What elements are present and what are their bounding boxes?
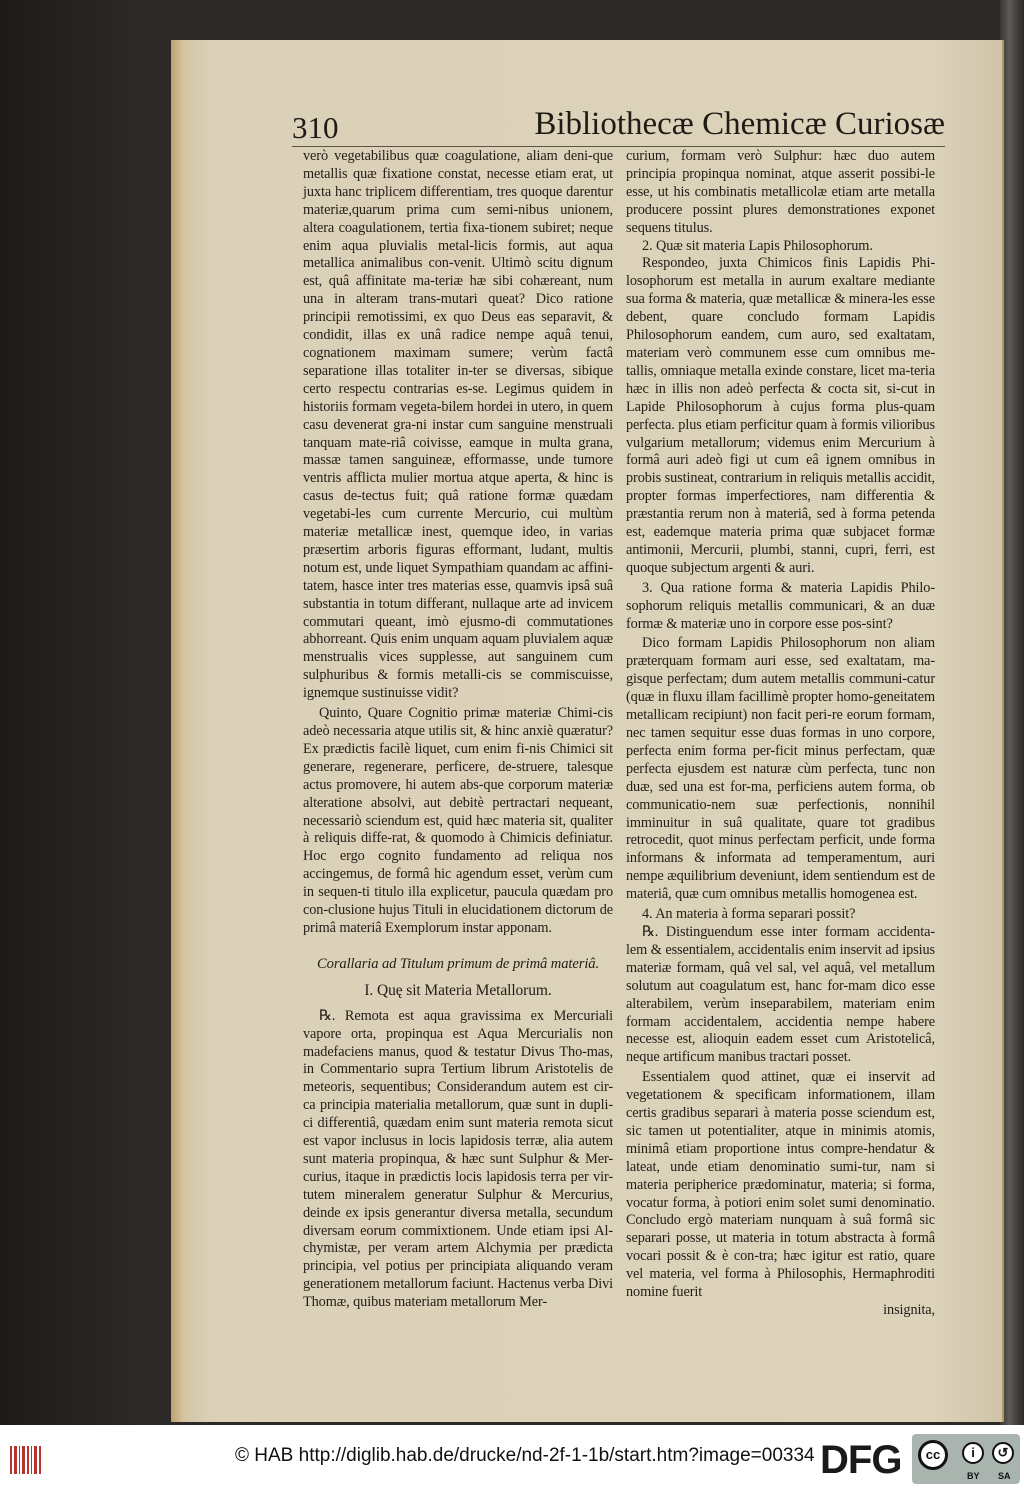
catchword: insignita, [883,1302,935,1318]
copyright-credit[interactable]: © HAB http://diglib.hab.de/drucke/nd-2f-1-1b/start.htm?image=00334 [235,1445,815,1466]
left-paragraph-3: ℞. Remota est aqua gravissima ex Mercuriali vapore orta, propinqua est Aqua Mercurialis non madefaciens manus, quod & testatur Divus Tho-mas, in Commentario supra Tertium librum Aristotelis de meteoris, sequentibus; Considerandum autem est cir-ca principia materialia metallorum, quæ sunt in dupli-ci differentiâ, quædam enim sunt materia remota sicut est vapor inclusus in locis lapidosis terræ, alia autem sunt materia propinqua, & hæc sunt Sulphur & Mer-curius, itaque in prædictis locis lapidosis terra per vir-tutem mineralem generatur Sulphur & Mercurius, deinde ex ipsis generantur diversa metalla, secundum diversam eorum commixtionem. Unde etiam ipsi Al-chymistæ, per veram artem Alchymia per prædicta principia, vel potius per principiata aliquando veram generationem metallorum faciunt. Hactenus verba Divi Thomæ, quibus materiam metallorum Mer- [303,1007,614,1311]
header-rule [292,146,945,147]
barcode-icon [8,1442,44,1478]
left-paragraph-1: verò vegetabilibus quæ coagulatione, aliam deni-que metallis quæ fixatione constat, necesse etiam erat, ut juxta hanc triplicem differentiam, tres quoque darentur materiæ,quarum prima cum semi-nibus unionem, altera coagulationem, tertia fixa-tionem subiret; neque enim aqua pluvialis metal-licis formis, aut aqua metallica animalibus con-venit. Ultimò scitu dignum est, quâ affinitate ma-teriæ hæ sibi cohæreant, num una in alteram trans-mutari queat? Dico ratione principii remotissimi, ex quo Deus eas separavit, & condidit, illas ex unâ radice nempe aquâ tenui, cognationem maximam sumere; verùm factâ separatione illas totaliter in-ter se diversas, sibique certo respectu contrarias es-se. Legimus quidem in historiis formam vegeta-bilem hordei in utero, in quem casu devenerat gra-ni instar cum sanguine menstruali tanquam mate-riâ coivisse, eamque in multa grana, massæ tamen sanguineæ, efformasse, unde tumore ventris afflicta mulier mortua atque aperta, & hinc is casus de-tectus fuit; quâ ratione formæ quædam vegetabi-les cum currente Mercurio, cui multùm materiæ metallicæ inest, quemque ideo, in varias præsertim arboris figuras efformant, ludant, multis notum est, unde liquet Sympathiam quandam ac affini-tatem, hasce inter tres materias esse, quamvis ipsâ suâ substantia in totum differant, nullaque arte ad invicem commutari queant, imò ejusmo-di commutationes abhorreant. Quis enim unquam aquam pluvialem aquæ menstrualis vices supplesse, aut sanguinem cum sulphuribus & formis metalli-cis se commiscuisse, ignemque sustinuisse vidit? [303,148,613,702]
corollary-heading: Corallaria ad Titulum primum de primâ materiâ. [316,955,600,972]
question-4: 4. An materia à forma separari possit? [642,906,856,923]
left-column [303,148,613,1312]
running-title: Bibliothecæ Chemicæ Curiosæ [534,106,945,142]
cc-license-icon[interactable] [912,1434,1020,1484]
right-paragraph-5: Essentialem quod attinet, quæ ei inservit ad vegetationem & specificam informationem, illam certis gradibus separari à materia posse sciendum est, sic tamen ut potentialiter, atque in minimis atomis, minimâ etiam proportione intus compre-hendatur & lateat, unde etiam denominatio sumi-tur, nam si materia peripherice prædominatur, materia; si forma, vocatur forma, à potiori enim solet sumi denominatio. Concludo ergò materiam nunquam à suâ formâ sic separari posse, ut materia in totum abstracta à formâ vocari possit & è con-tra; hæc igitur est ratio, quare vel materia, vel forma à Philosophis, Hermaphroditi nomine fuerit [626,1069,935,1301]
dfg-logo: DFG [820,1438,902,1482]
cc-badge: cc [918,1440,948,1470]
right-paragraph-2: Respondeo, juxta Chimicos finis Lapidis Phi-losophorum est metalla in aurum exaltare mediante sua forma & materia, quæ metallicæ & minera-les esse debent, quare concludo formam Lapidis Philosophorum eandem, cum auro, sed exaltatam, materiam verò communem esse cum omnibus me-tallis, omniaque metalla exinde constare, licet ma-teria hæc in illis non adeò perfecta & cocta sit, si-cut in Lapide Philosophorum à cujus forma plus-quam perfecta. plus etiam perficitur quam à formis vilioribus vulgarium metallorum; videmus enim Mercurium à formâ auri adeò figi ut cum eâ ignem omnibus in probis sustineat, contrarium in reliquis metallis accidit, propter formas imperfectiores, nam differentia & præstantia rerum non à materiâ, sed à forma petenda est, eademque materia prima quæ subjacet formæ antimonii, Mercurii, plumbi, stanni, cupri, ferri, est quoque subjectum argenti & auri. [626,255,935,576]
right-paragraph-1: curium, formam verò Sulphur: hæc duo autem principia propinqua nominat, atque asserit possibi-le esse, ut his combinatis metallicolæ etiam arte metalla producere possint plures demonstrationes exponet sequens titulus. [626,148,935,236]
page-header [292,102,945,148]
sa-label: SA [998,1471,1011,1481]
sa-icon: ↺ [992,1442,1014,1464]
question-2: 2. Quæ sit materia Lapis Philosophorum. [642,237,873,254]
right-paragraph-3: Dico formam Lapidis Philosophorum non aliam præterquam formam auri esse, sed exaltatam, ma-gisque perfectam; dum autem metallis communi-catur (quæ in fluxu illam facillimè propter homo-geneitatem metallicam recipiunt) non facit peri-re eorum formam, nec tamen sequitur esse duas formas in uno corpore, perfecta enim forma per-ficit minus perfectam, quæ perfecta ejusdem est naturæ cùm perfecta, tunc non duæ, sed una est for-ma, perficiens autem forma, ob communicatio-nem suæ perfectionis, nonnihil imminuitur in suâ qualitate, quare tot gradibus retrocedit, quot minus perfectam perficit, unde forma informans & informata ad temperamentum, auri nempe æquilibrium deveniunt, idem sentiendum est de materiâ, quæ cum omnibus metallis homogenea est. [626,635,935,903]
right-column [626,148,935,1320]
by-label: BY [967,1471,980,1481]
by-icon: i [962,1442,984,1464]
question-3: 3. Qua ratione forma & materia Lapidis Philo-sophorum reliquis metallis communicari, & an duæ formæ & materiæ uno in corpore esse pos-sint? [626,579,935,632]
section-subheading: I. Quę sit Materia Metallorum. [364,981,552,999]
right-paragraph-4: ℞. Distinguendum esse inter formam accidenta-lem & essentialem, accidentalis enim inservit ad ipsius materiæ formam, quâ vel sal, vel aquâ, vel metallum solutum aut coagulatum est, hanc for-mam dico esse alterabilem, verùm inseparabilem, materiam enim formam accidentalem, accidentia nempe habere necesse est, alioquin eadem esset cum Aristotelicâ, neque artificum manibus tractari posset. [626,923,935,1066]
left-paragraph-2: Quinto, Quare Cognitio primæ materiæ Chimi-cis adeò necessaria atque utilis sit, & hinc anxiè quæratur? Ex prædictis facilè liquet, cum enim fi-nis Chimici sit generare, regenerare, perficere, de-struere, talesque actus promovere, hi autem abs-que corporum materiæ alteratione absolvi, aut debitè pertractari nequeant, necessariò sciendum est, quid hæc materia sit, qualiter à reliquis diffe-rat, & quomodo à Chimicis definiatur. Hoc ergo cognito fundamento ad reliqua nos accingemus, de formâ hic agendum esset, verùm cum in sequen-ti titulo illa explicetur, paucula quædam pro con-clusione hujus Tituli in elucidationem dictorum de primâ materiâ Exemplorum instar apponam. [303,705,613,936]
page-edge [171,40,181,1422]
page-number: 310 [292,110,339,145]
